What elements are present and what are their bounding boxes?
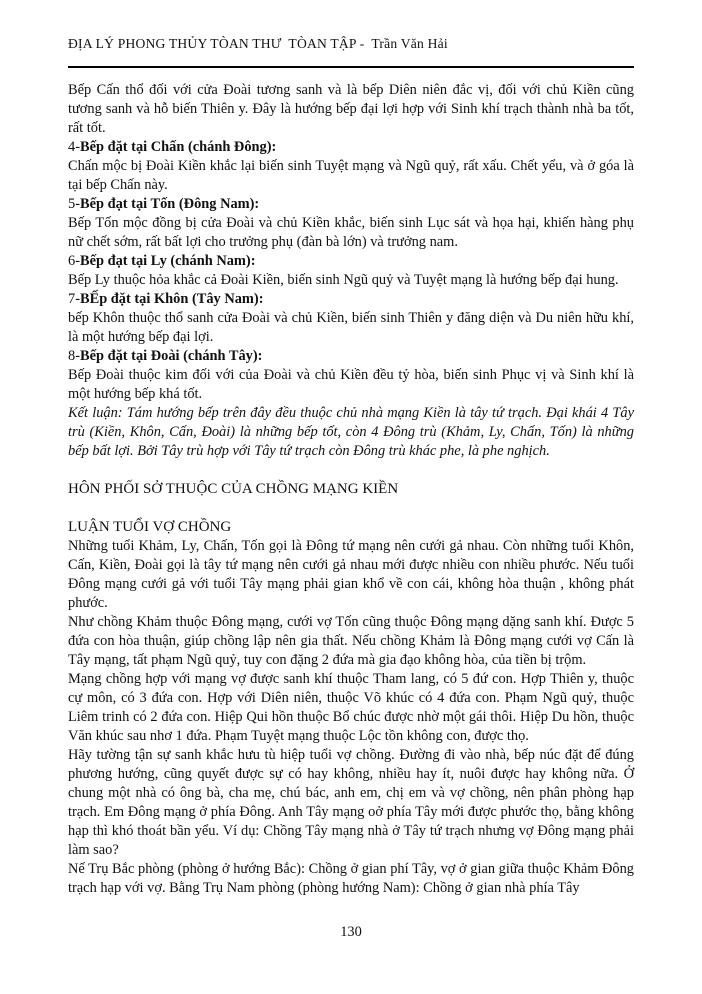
paragraph-tru-bac-phong: Nế Trụ Bắc phòng (phòng ở hướng Bắc): Chồng ở gian phí Tây, vợ ở gian giữa thuộc Khảm Đông trạch hạp với vợ. Bằng Trụ Nam phòng (phòng hướng Nam): Chồng ở gian nhà phía Tây <box>68 861 634 896</box>
paragraph-can-kitchen: Bếp Cấn thổ đối với cửa Đoài tương sanh và là bếp Diên niên đắc vị, đối với chủ Kiền cũng tương sanh và hỗ biến Thiên y. Đây là hướng bếp đại lợi hợp với Sinh khí trạch thành nhà ba tốt, rất tốt. <box>68 82 634 136</box>
paragraph-phan-phong-hap-trach: Hãy tường tận sự sanh khắc hưu tù hiệp tuổi vợ chồng. Đường đi vào nhà, bếp núc đặt để đúng phương hướng, cũng quyết được sự có hay không, nhiều hay ít, nuôi được hay không nữa. Ở chung một nhà có ông bà, cha mẹ, chú bác, anh em, chị em và vợ chồng, nên phân phòng hạp trạch. Em Đông mạng ở phía Đông. Anh Tây mạng oở phía Tây mới được phước thọ, bằng không hạp thì khó thoát bần yểu. Ví dụ: Chồng Tây mạng nhà ở Tây tứ trạch nhưng vợ Đông mạng phải làm sao? <box>68 747 634 858</box>
heading-title: Bếp đặt tại Chấn (chánh Đông): <box>80 139 277 155</box>
heading-number: 5- <box>68 196 80 212</box>
paragraph-sanh-khi-con-cai: Mạng chồng hợp với mạng vợ được sanh khí thuộc Tham lang, có 5 đứ con. Hợp Thiên y, thuộc cự môn, có 3 đứa con. Hợp với Diên niên, thuộc Võ khúc có 4 đứa con. Phạm Ngũ quỷ, thuộc Liêm trinh có 2 đứa con. Hiệp Qui hồn thuộc Bổ chúc được nhờ một gái thôi. Hiệp Du hồn, thuộc Văn khúc sau nhơ 1 đứa. Phạm Tuyệt mạng thuộc Lộc tồn không con, được thọ. <box>68 671 634 744</box>
heading-title: Bếp đạt tại Tốn (Đông Nam): <box>80 196 260 212</box>
kitchen-heading-4-chan <box>68 138 634 157</box>
page-number: 130 <box>340 924 362 940</box>
paragraph-chan-kitchen: Chấn mộc bị Đoài Kiền khắc lại biến sinh Tuyệt mạng và Ngũ quỷ, rất xấu. Chết yểu, và ở góa là tại bếp Chấn này. <box>68 158 634 193</box>
document-body <box>68 81 634 898</box>
heading-title: Bếp đạt tại Ly (chánh Nam): <box>80 253 256 269</box>
kitchen-heading-6-ly <box>68 252 634 271</box>
kitchen-heading-7-khon <box>68 290 634 309</box>
heading-title: BẾp đặt tại Khôn (Tây Nam): <box>80 291 264 307</box>
document-header-title: ĐỊA LÝ PHONG THỦY TÒAN THƯ TÒAN TẬP - Trần Văn Hải <box>68 36 448 51</box>
header-divider-rule <box>68 66 634 68</box>
paragraph-dong-tay-mang: Những tuổi Khảm, Ly, Chấn, Tốn gọi là Đông tứ mạng nên cưới gả nhau. Còn những tuổi Khôn, Cấn, Kiền, Đoài gọi là tây tứ mạng nên cưới gả nhau mới được nhiều con nhiều phước. Nếu tuổi Đông mạng cưới gả với tuổi Tây mạng phải gian khổ về con cái, không hòa thuận , không phát phước. <box>68 538 634 611</box>
paragraph-doai-kitchen: Bếp Đoài thuộc kim đối với của Đoài và chủ Kiền đều tỷ hòa, biến sinh Phục vị và Sinh khí là một hướng bếp khá tốt. <box>68 367 634 402</box>
paragraph-khon-kitchen: bếp Khôn thuộc thổ sanh cửa Đoài và chủ Kiền, biến sinh Thiên y đăng diện và Du niên hữu khí, là một hướng bếp đại lợi. <box>68 310 634 345</box>
conclusion-paragraph: Kết luận: Tám hướng bếp trên đây đều thuộc chủ nhà mạng Kiền là tây tứ trạch. Đại khái 4 Tây trù (Kiền, Khôn, Cấn, Đoài) là những bếp tốt, còn 4 Đông trù (Khảm, Ly, Chấn, Tốn) là những bếp bất lợi. Bởi Tây trù hợp với Tây tứ trạch còn Đông trù khác phe, là phe nghịch. <box>68 405 634 459</box>
heading-title: Bếp đặt tại Đoài (chánh Tây): <box>80 348 263 364</box>
paragraph-chong-kham-vo-ton: Như chồng Khảm thuộc Đông mạng, cưới vợ Tốn cũng thuộc Đông mạng dặng sanh khí. Được 5 đứa con hòa thuận, giúp chồng lập nên gia thất. Nếu chồng Khảm là Đông mạng cưới vợ Cấn là Tây mạng, tất phạm Ngũ quỷ, tuy con đặng 2 đứa mà gia đạo không hòa, của tiền bị trộm. <box>68 614 634 668</box>
kitchen-heading-5-ton <box>68 195 634 214</box>
paragraph-ton-kitchen: Bếp Tốn mộc đồng bị cửa Đoài và chủ Kiền khắc, biến sinh Lục sát và họa hại, khiến hàng phụ nữ chết sớm, rất bất lợi cho trưởng phụ (đàn bà lớn) và trưởng nam. <box>68 215 634 250</box>
heading-number: 4- <box>68 139 80 155</box>
heading-number: 7- <box>68 291 80 307</box>
heading-number: 6- <box>68 253 80 269</box>
section-heading-luan-tuoi-vo-chong: LUẬN TUỔI VỢ CHỒNG <box>68 519 232 535</box>
kitchen-heading-8-doai <box>68 347 634 366</box>
section-heading-hon-phoi: HÔN PHỐI SỞ THUỘC CỦA CHỒNG MẠNG KIỀN <box>68 481 399 497</box>
heading-number: 8- <box>68 348 80 364</box>
paragraph-ly-kitchen: Bếp Ly thuộc hỏa khắc cả Đoài Kiền, biến sinh Ngũ quỷ và Tuyệt mạng là hướng bếp đại hung. <box>68 272 619 288</box>
